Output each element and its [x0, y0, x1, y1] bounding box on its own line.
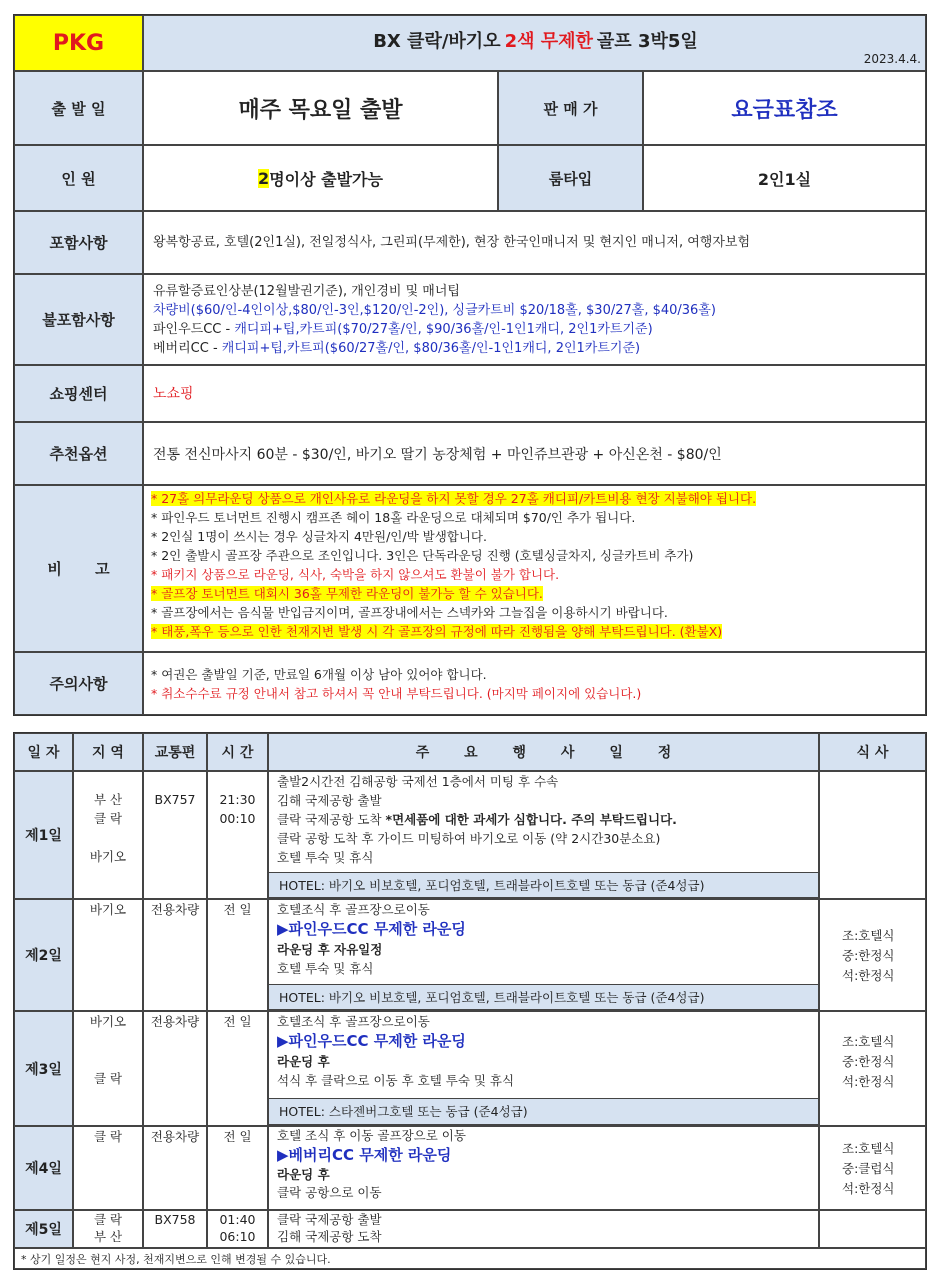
departure-label: 출 발 일	[14, 71, 143, 145]
day-meals	[819, 771, 926, 899]
note-line: * 취소수수료 규정 안내서 참고 하셔서 꼭 안내 부탁드립니다. (마지막 페이지에 있습니다.)	[151, 686, 642, 701]
col-header-schedule: 주 요 행 사 일 정	[268, 733, 819, 771]
col-header-transport: 교통편	[143, 733, 207, 771]
excluded-line: 파인우드CC - 캐디피+팁,카트피($70/27홀/인, $90/36홀/인-1인1캐디, 2인1카트기준)	[153, 322, 653, 337]
issue-date: 2023.4.4.	[863, 52, 921, 66]
remarks-label: 비 고	[14, 485, 143, 652]
itinerary-footnote	[14, 1248, 926, 1269]
included-value	[143, 211, 926, 274]
excluded-line: 베버리CC - 캐디피+팁,카트피($60/27홀/인, $80/36홀/인-1인1캐디, 2인1카트기준)	[153, 341, 641, 356]
excluded-line: 유류할증료인상분(12월발권기준), 개인경비 및 매너팁	[153, 284, 460, 299]
day-label: 제4일	[14, 1126, 73, 1210]
day-schedule: 호텔조식 후 골프장으로이동 ▶파인우드CC 무제한 라운딩 라운딩 후 자유일정 호텔 투숙 및 휴식 HOTEL: 바기오 비보호텔, 포디엄호텔, 트래블라이트호텔 또는 동급 (준4성급)	[268, 899, 819, 1011]
hotel-info: HOTEL: 바기오 비보호텔, 포디엄호텔, 트래블라이트호텔 또는 동급 (준4성급)	[269, 984, 818, 1010]
shopping-value	[143, 365, 926, 422]
golf-course-highlight: ▶파인우드CC 무제한 라운딩	[277, 920, 466, 938]
departure-value: 매주 목요일 출발	[143, 71, 498, 145]
day-transport: 전용차량	[143, 899, 207, 1011]
options-label: 추천옵션	[14, 422, 143, 485]
day-schedule: 출발2시간전 김해공항 국제선 1층에서 미팅 후 수속 김해 국제공항 출발 클락 국제공항 도착 *면세품에 대한 과세가 심합니다. 주의 부탁드립니다. 클락 공항 도착 후 가이드 미팅하여 바기오로 이동 (약 2시간30분소요) 호텔 투숙 및 휴식 HOTEL: 바기오 비보호텔, 포디엄호텔, 트래블라이트호텔 또는 동급 (준4성급)	[268, 771, 819, 899]
notes-label: 주의사항	[14, 652, 143, 715]
day-region: 바기오 클 락	[73, 1011, 143, 1126]
title-part2: 골프 3박5일	[596, 31, 698, 52]
remark-line: * 2인 출발시 골프장 주관으로 조인입니다. 3인은 단독라운딩 진행 (호텔싱글차지, 싱글카트비 추가)	[151, 548, 694, 563]
people-rest: 명이상 출발가능	[269, 169, 383, 189]
day-region: 부 산 클 락 바기오	[73, 771, 143, 899]
footnote-text: * 상기 일정은 현지 사정, 천재지변으로 인해 변경될 수 있습니다.	[21, 1252, 331, 1266]
golf-course-highlight: ▶베버리CC 무제한 라운딩	[277, 1146, 452, 1164]
remark-line: * 파인우드 토너먼트 진행시 캠프존 헤이 18홀 라운딩으로 대체되며 $70/인 추가 됩니다.	[151, 510, 636, 525]
excluded-value	[143, 274, 926, 365]
people-count: 2	[258, 168, 270, 188]
golf-course-highlight: ▶파인우드CC 무제한 라운딩	[277, 1032, 466, 1050]
price-label: 판 매 가	[498, 71, 643, 145]
title-part1: BX 클락/바기오	[373, 31, 501, 52]
day-schedule: 호텔조식 후 골프장으로이동 ▶파인우드CC 무제한 라운딩 라운딩 후 석식 후 클락으로 이동 후 호텔 투숙 및 휴식 HOTEL: 스타젠버그호텔 또는 동급 (준4성급)	[268, 1011, 819, 1126]
day-transport: BX758	[143, 1210, 207, 1248]
day-label: 제5일	[14, 1210, 73, 1248]
page-title-bar	[143, 15, 926, 71]
day-label: 제1일	[14, 771, 73, 899]
day-transport: 전용차량	[143, 1011, 207, 1126]
remark-line: * 골프장에서는 음식물 반입금지이며, 골프장내에서는 스넥카와 그늘집을 이용하시기 바랍니다.	[151, 605, 668, 620]
day-meals: 조:호텔식 중:클럽식 석:한정식	[819, 1126, 926, 1210]
day-label: 제2일	[14, 899, 73, 1011]
people-value	[143, 145, 498, 211]
shopping-text: 노쇼핑	[153, 385, 194, 402]
excluded-line: 차량비($60/인-4인이상,$80/인-3인,$120/인-2인), 싱글카트비 $20/18홀, $30/27홀, $40/36홀)	[153, 303, 716, 318]
notes-value	[143, 652, 926, 715]
day-time: 전 일	[207, 1011, 268, 1126]
room-value: 2인1실	[643, 145, 926, 211]
col-header-time: 시 간	[207, 733, 268, 771]
remark-line: * 골프장 토너먼트 대회시 36홀 무제한 라운딩이 불가능 할 수 있습니다.	[151, 586, 543, 601]
day-time: 전 일	[207, 899, 268, 1011]
hotel-info: HOTEL: 바기오 비보호텔, 포디엄호텔, 트래블라이트호텔 또는 동급 (준4성급)	[269, 872, 818, 898]
day-time: 01:40 06:10	[207, 1210, 268, 1248]
included-label: 포함사항	[14, 211, 143, 274]
day-region: 클 락 부 산	[73, 1210, 143, 1248]
remark-line: * 패키지 상품으로 라운딩, 식사, 숙박을 하지 않으셔도 환불이 불가 합니다.	[151, 567, 560, 582]
day-meals: 조:호텔식 중:한정식 석:한정식	[819, 899, 926, 1011]
room-label: 룸타입	[498, 145, 643, 211]
col-header-meals: 식 사	[819, 733, 926, 771]
options-value	[143, 422, 926, 485]
day-meals	[819, 1210, 926, 1248]
options-text: 전통 전신마사지 60분 - $30/인, 바기오 딸기 농장체험 + 마인쥬브관광 + 아신온천 - $80/인	[153, 446, 722, 463]
hotel-info: HOTEL: 스타젠버그호텔 또는 동급 (준4성급)	[269, 1098, 818, 1125]
col-header-date: 일 자	[14, 733, 73, 771]
price-value: 요금표참조	[643, 71, 926, 145]
day-time: 전 일	[207, 1126, 268, 1210]
shopping-label: 쇼핑센터	[14, 365, 143, 422]
page-title	[144, 20, 927, 60]
col-header-region: 지 역	[73, 733, 143, 771]
note-line: * 여권은 출발일 기준, 만료일 6개월 이상 남아 있어야 합니다.	[151, 667, 487, 682]
remark-line: * 2인실 1명이 쓰시는 경우 싱글차지 4만원/인/박 발생합니다.	[151, 529, 487, 544]
excluded-label: 불포함사항	[14, 274, 143, 365]
day-schedule: 클락 국제공항 출발 김해 국제공항 도착	[268, 1210, 819, 1248]
title-highlight: 2색 무제한	[504, 31, 593, 52]
remarks-value	[143, 485, 926, 652]
day-region: 바기오	[73, 899, 143, 1011]
pkg-badge	[14, 15, 143, 71]
remark-line: * 27홀 의무라운딩 상품으로 개인사유로 라운딩을 하지 못할 경우 27홀 캐디피/카트비용 현장 지불해야 됩니다.	[151, 491, 757, 506]
day-label: 제3일	[14, 1011, 73, 1126]
included-text: 왕복항공료, 호텔(2인1실), 전일정식사, 그린피(무제한), 현장 한국인매니저 및 현지인 매니저, 여행자보험	[153, 234, 751, 250]
day-time: 21:30 00:10	[207, 771, 268, 899]
remark-line: * 태풍,폭우 등으로 인한 천재지변 발생 시 각 골프장의 규정에 따라 진행됨을 양해 부탁드립니다. (환불X)	[151, 624, 723, 639]
day-schedule: 호텔 조식 후 이동 골프장으로 이동 ▶베버리CC 무제한 라운딩 라운딩 후 클락 공항으로 이동	[268, 1126, 819, 1210]
people-label: 인 원	[14, 145, 143, 211]
pkg-badge-text: PKG	[52, 30, 105, 56]
day-region: 클 락	[73, 1126, 143, 1210]
day-transport: 전용차량	[143, 1126, 207, 1210]
day-transport: BX757	[143, 771, 207, 899]
day-meals: 조:호텔식 중:한정식 석:한정식	[819, 1011, 926, 1126]
